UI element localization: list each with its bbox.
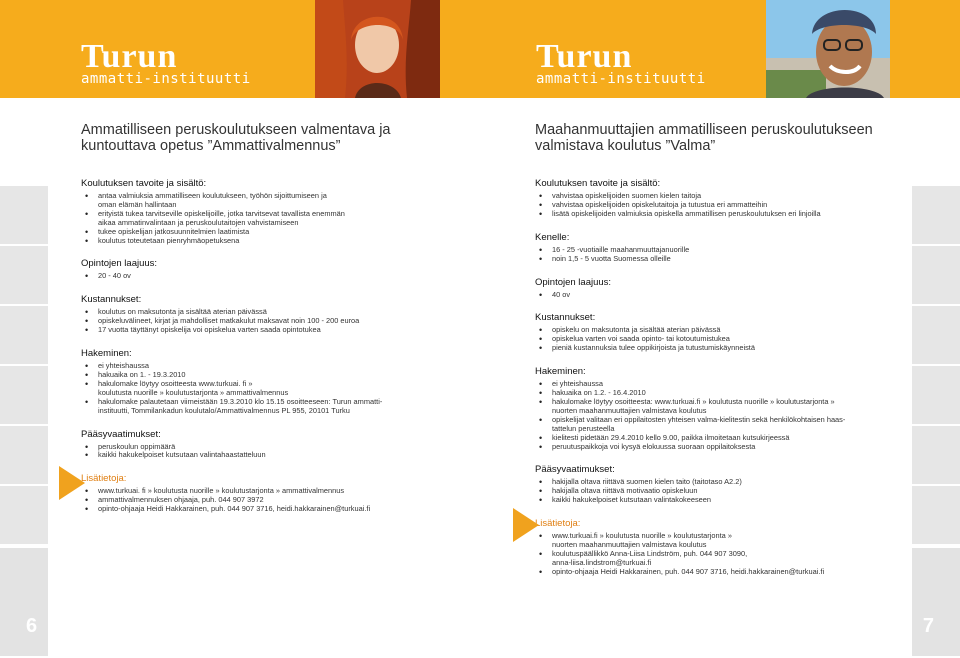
list-item-line: 16 - 25 -vuotiaille maahanmuuttajanuorille: [552, 244, 690, 254]
list-item-line: erityistä tukea tarvitseville opiskelijoille, jotka tarvitsevat tavallista enemmän: [98, 208, 345, 218]
list-item-line: 20 - 40 ov: [98, 271, 131, 281]
list-item-line: koulutuspäällikkö Anna-Liisa Lindström, puh. 044 907 3090,: [552, 548, 748, 558]
page-right: [480, 0, 960, 637]
section-title: Kustannukset:: [81, 294, 142, 306]
section-title: Kustannukset:: [535, 312, 596, 324]
list-item-line: vahvistaa opiskelijoiden opiskelutaitoja ja tutustua eri ammatteihin: [552, 199, 768, 209]
list-item: [552, 255, 895, 264]
content-section: [535, 232, 895, 264]
list-item-line: aikaa ammatinvalintaan ja peruskoulutaitojen vahvistamiseen: [98, 217, 299, 227]
list-item-line: opiskeluvälineet, kirjat ja mahdolliset matkakulut maksavat noin 100 - 200 euroa: [98, 316, 360, 326]
list-item: [98, 505, 426, 514]
content-section: [81, 294, 426, 335]
bullet-list: [535, 380, 895, 451]
list-item-line: oman elämän hallintaan: [98, 199, 177, 209]
list-item-line: hakulomake palautetaan viimeistään 19.3.2010 klo 15.15 osoitteeseen: Turun ammatti-: [98, 396, 383, 406]
list-item-line: opinto-ohjaaja Heidi Hakkarainen, puh. 044 907 3716, heidi.hakkarainen@turkuai.fi: [552, 566, 825, 576]
student-photo: [766, 0, 890, 98]
content-right: [535, 114, 895, 590]
list-item-line: kaikki hakukelpoiset kutsutaan valintakokeeseen: [552, 495, 711, 505]
sections: [81, 178, 426, 514]
heading-line: valmistava koulutus ”Valma”: [535, 138, 716, 154]
side-tab: [912, 246, 960, 304]
list-item: [98, 398, 426, 416]
list-item: [98, 192, 426, 210]
list-item-line: instituutti, Tommilankadun koulutalo/Ammattivalmennus PL 955, 20101 Turku: [98, 405, 350, 415]
header-banner: [0, 0, 480, 98]
list-item: [552, 550, 895, 568]
content-section: [81, 348, 426, 415]
bullet-list: [535, 478, 895, 505]
list-item: [552, 532, 895, 550]
list-item-line: opiskelua varten voi saada opinto- tai kotoutumistukea: [552, 334, 730, 344]
list-item: [98, 451, 426, 460]
list-item-line: koulutusta nuorille » koulutustarjonta » ammattivalmennus: [98, 387, 289, 397]
page-heading: [535, 122, 895, 154]
list-item-line: www.turkuai. fi » koulutusta nuorille » koulutustarjonta » ammattivalmennus: [98, 486, 345, 496]
side-tab: [912, 306, 960, 364]
brand-subtitle: ammatti-instituutti: [81, 71, 251, 87]
side-tab: [912, 186, 960, 244]
heading-line: kuntouttava opetus ”Ammattivalmennus”: [81, 138, 341, 154]
brand-title: Turun: [81, 38, 178, 75]
list-item: [552, 416, 895, 434]
list-item: [98, 380, 426, 398]
content-section: [535, 464, 895, 505]
page-number-tab: [912, 548, 960, 656]
page-number: 6: [26, 615, 38, 637]
list-item-line: anna-liisa.lindstrom@turkuai.fi: [552, 557, 652, 567]
section-title: Koulutuksen tavoite ja sisältö:: [81, 178, 207, 189]
list-item-line: nuorten maahanmuuttajien valmistava koulutus: [552, 405, 707, 415]
bullet-list: [81, 308, 426, 335]
bullet-list: [535, 291, 895, 300]
list-item-line: kaikki hakukelpoiset kutsutaan valintahaastatteluun: [98, 450, 266, 460]
page-heading: [81, 122, 426, 154]
list-item-line: pieniä kustannuksia tulee oppikirjoista ja tutustumiskäynneistä: [552, 343, 755, 353]
list-item-line: hakulomake löytyy osoitteesta: www.turkuai.fi » koulutusta nuorille » koulutustarjonta »: [552, 396, 835, 406]
info-section: [81, 473, 426, 514]
side-tab: [912, 366, 960, 424]
side-tabs: [912, 186, 960, 658]
side-tab: [912, 486, 960, 544]
list-item-line: vahvistaa opiskelijoiden suomen kielen taitoja: [552, 191, 702, 200]
list-item-line: lisätä opiskelijoiden valmiuksia opiskella ammatillisen peruskoulutuksen eri linjoilla: [552, 208, 821, 218]
sections: [535, 178, 895, 577]
page-number-tab: [0, 548, 48, 656]
list-item: [98, 210, 426, 228]
list-item-line: antaa valmiuksia ammatilliseen koulutukseen, työhön sijoittumiseen ja: [98, 191, 327, 200]
bullet-list: [535, 246, 895, 264]
side-tabs: [0, 186, 48, 658]
list-item: [552, 291, 895, 300]
list-item-line: 40 ov: [552, 289, 571, 299]
list-item: [552, 568, 895, 577]
side-tab: [0, 366, 48, 424]
section-title: Hakeminen:: [81, 348, 132, 360]
side-tab: [0, 306, 48, 364]
section-title: Koulutuksen tavoite ja sisältö:: [535, 178, 661, 189]
bullet-list: [81, 487, 426, 514]
content-section: [81, 258, 426, 281]
list-item-line: hakijalla oltava riittävä motivaatio opiskeluun: [552, 486, 698, 496]
content-left: [81, 114, 426, 527]
side-tab: [912, 426, 960, 484]
page-number: 7: [922, 615, 934, 637]
list-item-line: peruskoulun oppimäärä: [98, 441, 176, 451]
bullet-list: [81, 443, 426, 461]
list-item: [98, 272, 426, 281]
section-title: Opintojen laajuus:: [81, 258, 158, 270]
list-item: [98, 237, 426, 246]
side-tab: [0, 486, 48, 544]
list-item-line: hakulomake löytyy osoitteesta www.turkuai. fi »: [98, 378, 253, 388]
heading-line: Ammatilliseen peruskoulutukseen valmentava ja: [81, 122, 391, 138]
bullet-list: [81, 192, 426, 245]
list-item-line: ammattivalmennuksen ohjaaja, puh. 044 907 3972: [98, 495, 264, 505]
list-item-line: ei yhteishaussa: [98, 361, 149, 371]
list-item: [552, 344, 895, 353]
list-item-line: opinto-ohjaaja Heidi Hakkarainen, puh. 044 907 3716, heidi.hakkarainen@turkuai.fi: [98, 504, 371, 514]
bullet-list: [535, 192, 895, 219]
side-tab: [0, 246, 48, 304]
content-section: [81, 178, 426, 245]
side-tab: [0, 186, 48, 244]
list-item-line: www.turkuai.fi » koulutusta nuorille » koulutustarjonta »: [552, 531, 732, 541]
content-section: [535, 178, 895, 219]
list-item-line: koulutus toteutetaan pienryhmäopetuksena: [98, 235, 240, 245]
bullet-list: [81, 362, 426, 415]
list-item-line: hakuaika on 1. - 19.3.2010: [98, 369, 186, 379]
section-title: Pääsyvaatimukset:: [81, 428, 161, 440]
list-item-line: ei yhteishaussa: [552, 379, 603, 389]
section-title: Lisätietoja:: [81, 473, 127, 485]
list-item-line: opiskelu on maksutonta ja sisältää aterian päivässä: [552, 325, 721, 335]
list-item-line: peruutuspaikkoja voi kysyä elokuussa suoraan oppilaitoksesta: [552, 441, 756, 451]
list-item: [552, 496, 895, 505]
arrow-icon: [59, 466, 85, 500]
list-item-line: kielitesti pidetään 29.4.2010 kello 9.00, paikka ilmoitetaan kutsukirjeessä: [552, 432, 790, 442]
list-item: [98, 326, 426, 335]
list-item-line: tukee opiskelijan jatkosuunnitelmien laatimista: [98, 226, 250, 236]
section-title: Pääsyvaatimukset:: [535, 464, 615, 476]
bullet-list: [535, 326, 895, 353]
list-item: [552, 443, 895, 452]
bullet-list: [81, 272, 426, 281]
content-section: [535, 366, 895, 451]
info-section: [535, 518, 895, 577]
list-item-line: 17 vuotta täyttänyt opiskelija voi opiskelua varten saada opintotukea: [98, 325, 321, 335]
page-left: [0, 0, 480, 637]
list-item: [552, 398, 895, 416]
bullet-list: [535, 532, 895, 577]
section-title: Hakeminen:: [535, 366, 586, 378]
list-item-line: opiskelijat valitaan eri oppilaitosten yhteisen valma-kielitestin sekä henkilökohtaisen haas-: [552, 414, 846, 424]
list-item-line: hakijalla oltava riittävä suomen kielen taito (taitotaso A2.2): [552, 477, 742, 487]
section-title: Lisätietoja:: [535, 518, 581, 530]
side-tab: [0, 426, 48, 484]
heading-line: Maahanmuuttajien ammatilliseen peruskoulutukseen: [535, 122, 873, 138]
list-item: [552, 210, 895, 219]
content-section: [535, 277, 895, 300]
arrow-icon: [513, 508, 539, 542]
brand-subtitle: ammatti-instituutti: [536, 71, 706, 87]
list-item-line: nuorten maahanmuuttajien valmistava koulutus: [552, 540, 707, 550]
brand-title: Turun: [536, 38, 633, 75]
content-section: [81, 429, 426, 461]
section-title: Opintojen laajuus:: [535, 276, 612, 288]
list-item-line: noin 1,5 - 5 vuotta Suomessa olleille: [552, 253, 671, 263]
list-item-line: tattelun perusteella: [552, 423, 615, 433]
content-section: [535, 312, 895, 353]
list-item-line: koulutus on maksutonta ja sisältää aterian päivässä: [98, 307, 267, 317]
section-title: Kenelle:: [535, 231, 570, 243]
list-item-line: hakuaika on 1.2. - 16.4.2010: [552, 388, 646, 398]
header-banner: [480, 0, 960, 98]
student-photo: [315, 0, 440, 98]
